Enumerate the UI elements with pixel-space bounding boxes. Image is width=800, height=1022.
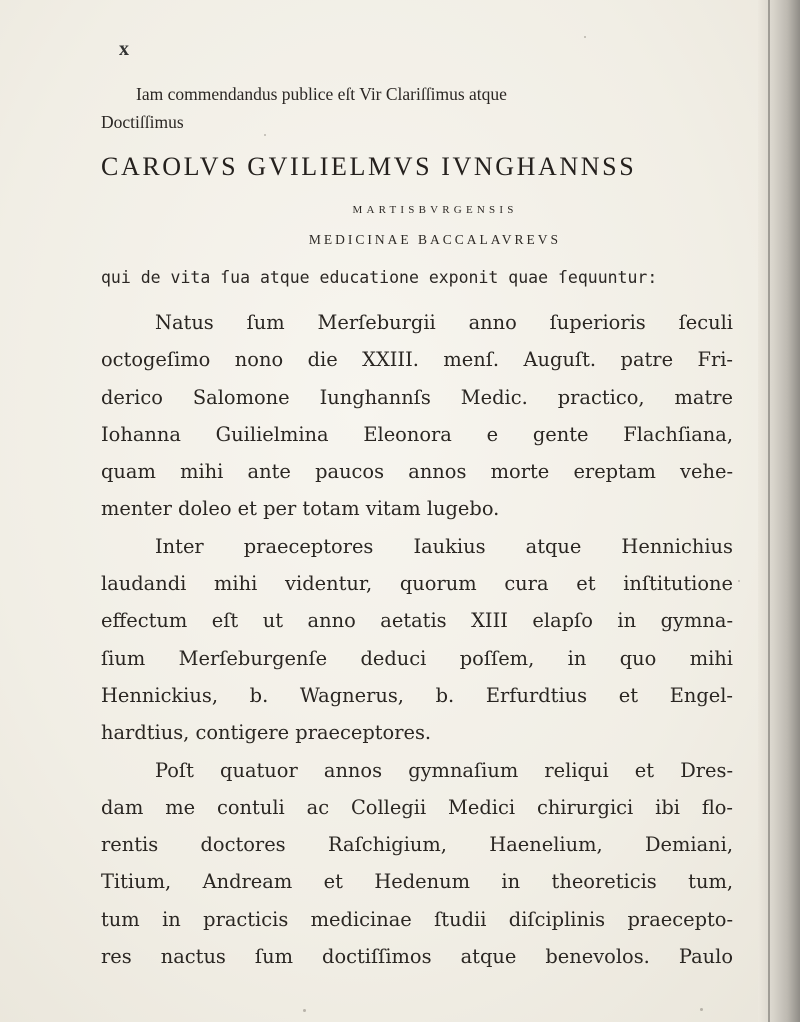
intro-paragraph	[101, 80, 741, 136]
candidate-degree: MEDICINAE BACCALAVREVS	[308, 232, 562, 247]
text-line: quam mihi ante paucos annos morte ereptam vehe-	[101, 460, 733, 484]
text-line: derico Salomone Iunghannſs Medic. practico, matre	[101, 385, 733, 409]
text-line: menter doleo et per totam vitam lugebo.	[101, 497, 500, 521]
paper-speck	[303, 1009, 306, 1012]
biography-text	[101, 304, 733, 975]
text-line: Inter praeceptores Iaukius atque Hennichius	[155, 534, 733, 558]
intro-line-2: Doctiſſimus	[101, 112, 184, 132]
section-subtitle: qui de vita ſua atque educatione exponit quae ſequuntur:	[101, 268, 658, 287]
paper-speck	[584, 36, 586, 38]
text-line: Titium, Andream et Hedenum in theoreticis tum,	[101, 870, 733, 894]
text-line: res nactus ſum doctiſſimos atque benevolos. Paulo	[101, 945, 733, 969]
text-line: octogeſimo nono die XXIII. menſ. Auguſt. patre Fri-	[101, 348, 733, 372]
paper-speck	[264, 134, 266, 136]
text-line: laudandi mihi videntur, quorum cura et inſtitutione	[101, 572, 733, 596]
text-line: Hennickius, b. Wagnerus, b. Erfurdtius et Engel-	[101, 683, 733, 707]
page-gutter-line	[768, 0, 770, 1022]
text-line: ſium Merſeburgenſe deduci poſſem, in quo mihi	[101, 646, 733, 670]
candidate-origin: MARTISBVRGENSIS	[352, 204, 518, 216]
text-line: hardtius, contigere praeceptores.	[101, 721, 432, 745]
paper-speck	[700, 1008, 703, 1011]
paper-speck	[738, 580, 740, 582]
text-line: effectum eſt ut anno aetatis XIII elapſo in gymna-	[101, 609, 733, 633]
text-line: tum in practicis medicinae ſtudii diſciplinis praecepto-	[101, 907, 733, 931]
text-line: Natus ſum Merſeburgii anno ſuperioris ſeculi	[155, 311, 733, 334]
candidate-name: CAROLVS GVILIELMVS IVNGHANNSS	[101, 152, 637, 181]
text-line: dam me contuli ac Collegii Medici chirurgici ibi flo-	[101, 795, 733, 819]
text-line: rentis doctores Raſchigium, Haenelium, Demiani,	[101, 833, 733, 857]
text-line: Poſt quatuor annos gymnaſium reliqui et Dres-	[155, 758, 733, 782]
page-number: x	[119, 38, 130, 60]
intro-line-1: Iam commendandus publice eſt Vir Clariſſimus atque	[136, 84, 507, 104]
text-line: Iohanna Guilielmina Eleonora e gente Flachſiana,	[101, 422, 733, 446]
page-binding-edge	[758, 0, 800, 1022]
